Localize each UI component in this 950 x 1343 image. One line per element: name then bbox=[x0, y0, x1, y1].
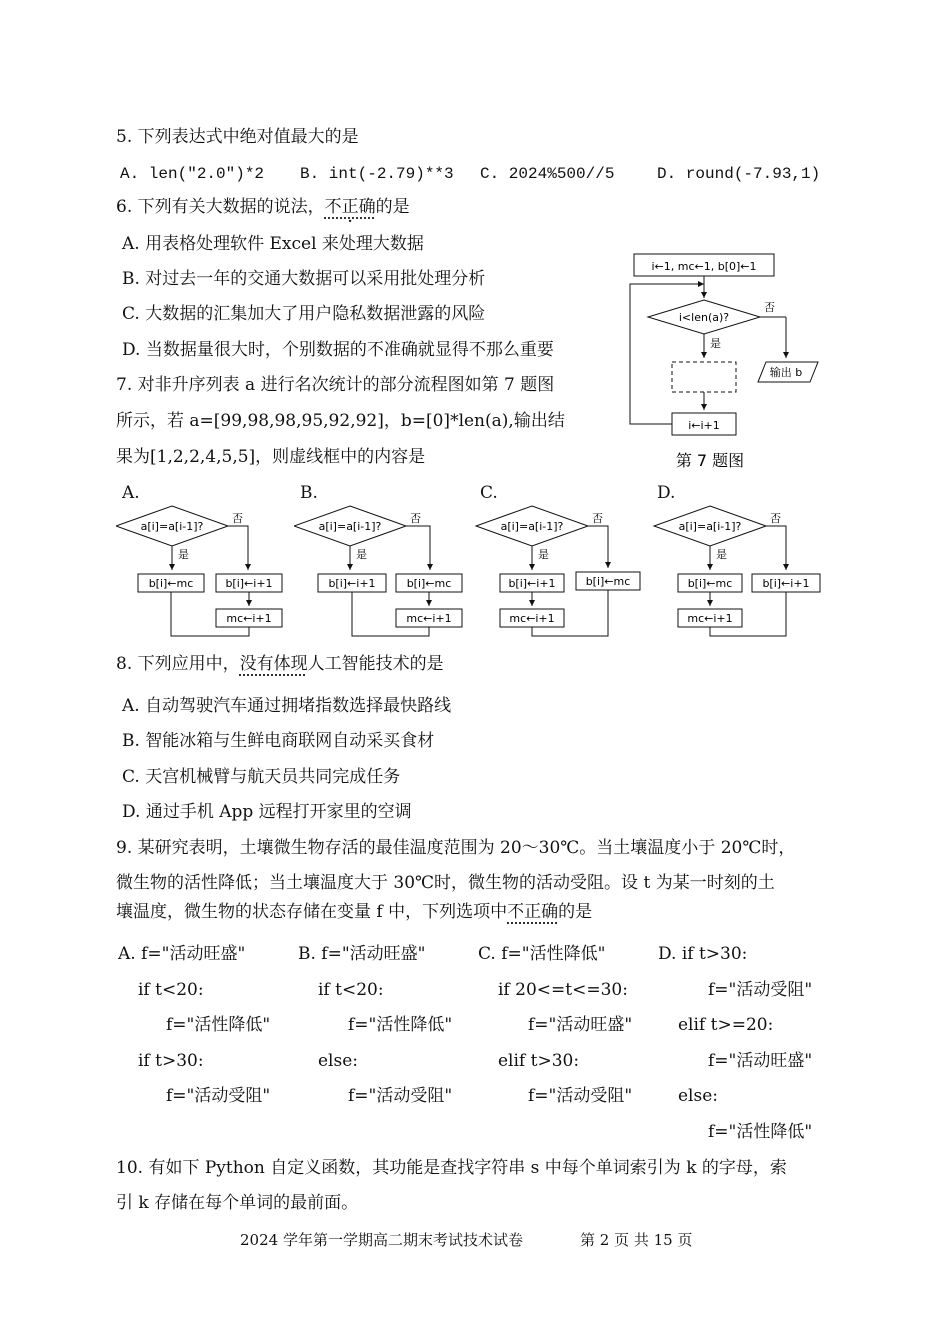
increment-text: i←i+1 bbox=[688, 419, 720, 432]
q5-option-d: D. round(-7.93,1) bbox=[657, 165, 821, 183]
yes-label: 是 bbox=[538, 548, 549, 561]
q9-d-line-2: f="活动受阻" bbox=[708, 980, 813, 1000]
q8-stem-pre: 8. 下列应用中， bbox=[116, 654, 240, 674]
q9-b-line-5: f="活动受阻" bbox=[348, 1086, 453, 1106]
q7-line-1: 7. 对非升序列表 a 进行名次统计的部分流程图如第 7 题图 bbox=[116, 375, 555, 395]
no-label: 否 bbox=[764, 301, 775, 314]
q8-stem-post: 人工智能技术的是 bbox=[307, 654, 444, 674]
q5-option-c: C. 2024%500//5 bbox=[480, 165, 615, 183]
yes-label: 是 bbox=[716, 548, 727, 561]
init-text: i←1, mc←1, b[0]←1 bbox=[651, 260, 757, 273]
q9-line-2: 微生物的活性降低；当土壤温度大于 30℃时，微生物的活动受阻。设 t 为某一时刻的土 bbox=[116, 873, 775, 893]
extra-box-text: mc←i+1 bbox=[226, 612, 272, 625]
q9-line-3-post: 的是 bbox=[558, 902, 593, 922]
q7-choice-c-label: C. bbox=[480, 483, 498, 503]
q8-option-a: A. 自动驾驶汽车通过拥堵指数选择最快路线 bbox=[122, 696, 452, 716]
right-box-text: b[i]←i+1 bbox=[762, 577, 810, 590]
q9-a-line-1: A. f="活动旺盛" bbox=[118, 944, 246, 964]
q9-line-1: 9. 某研究表明，土壤微生物存活的最佳温度范围为 20～30℃。当土壤温度小于 20℃时， bbox=[116, 838, 796, 858]
q9-line-3-pre: 壤温度，微生物的状态存储在变量 f 中，下列选项中 bbox=[116, 902, 508, 922]
q7-line-2: 所示，若 a=[99,98,98,95,92,92]，b=[0]*len(a),输出结 bbox=[116, 411, 565, 431]
q7-main-flowchart bbox=[620, 248, 830, 476]
q6-option-c: C. 大数据的汇集加大了用户隐私数据泄露的风险 bbox=[122, 304, 486, 324]
q7-line-3: 果为[1,2,2,4,5,5]，则虚线框中的内容是 bbox=[116, 447, 426, 467]
q9-d-line-3: elif t>=20: bbox=[678, 1015, 774, 1035]
q7-choice-d-diagram bbox=[652, 504, 832, 644]
right-box-text: b[i]←mc bbox=[585, 575, 631, 588]
q7-choice-b-label: B. bbox=[300, 483, 318, 503]
q8-option-b: B. 智能冰箱与生鲜电商联网自动采买食材 bbox=[122, 731, 435, 751]
left-box-text: b[i]←i+1 bbox=[328, 577, 376, 590]
q8-option-c: C. 天宫机械臂与航天员共同完成任务 bbox=[122, 767, 401, 787]
q9-b-line-4: else: bbox=[318, 1051, 359, 1071]
q6-stem-pre: 6. 下列有关大数据的说法， bbox=[116, 197, 325, 217]
q7-choice-b-diagram bbox=[294, 504, 474, 644]
q9-a-line-2: if t<20: bbox=[138, 980, 204, 1000]
right-box-text: b[i]←i+1 bbox=[225, 577, 273, 590]
q6-option-d: D. 当数据量很大时，个别数据的不准确就显得不那么重要 bbox=[122, 340, 554, 360]
cond-text: a[i]=a[i-1]? bbox=[678, 520, 742, 533]
footer-page-number: 第 2 页 共 15 页 bbox=[580, 1231, 693, 1249]
no-label: 否 bbox=[410, 512, 421, 525]
q5-option-b: B. int(-2.79)**3 bbox=[300, 165, 454, 183]
q9-c-line-4: elif t>30: bbox=[498, 1051, 580, 1071]
footer-title: 2024 学年第一学期高二期末考试技术试卷 bbox=[240, 1231, 523, 1249]
q7-choice-c-diagram bbox=[474, 504, 654, 644]
dashed-blank-box bbox=[672, 362, 736, 392]
q8-option-d: D. 通过手机 App 远程打开家里的空调 bbox=[122, 802, 412, 822]
q9-a-line-3: f="活性降低" bbox=[166, 1015, 271, 1035]
extra-box-text: mc←i+1 bbox=[687, 612, 733, 625]
q9-c-line-1: C. f="活性降低" bbox=[478, 944, 606, 964]
yes-label: 是 bbox=[710, 337, 721, 350]
q9-b-line-2: if t<20: bbox=[318, 980, 384, 1000]
left-box-text: b[i]←i+1 bbox=[508, 577, 556, 590]
q9-c-line-5: f="活动受阻" bbox=[528, 1086, 633, 1106]
q6-stem-post: 的是 bbox=[375, 197, 410, 217]
output-text: 输出 b bbox=[769, 366, 803, 379]
figure-caption: 第 7 题图 bbox=[675, 451, 745, 470]
left-box-text: b[i]←mc bbox=[687, 577, 733, 590]
right-box-text: b[i]←mc bbox=[406, 577, 452, 590]
q9-line-3-emphasis: 不正确 bbox=[507, 902, 559, 922]
q9-c-line-3: f="活动旺盛" bbox=[528, 1015, 633, 1035]
cond-text: a[i]=a[i-1]? bbox=[318, 520, 382, 533]
q9-a-line-4: if t>30: bbox=[138, 1051, 204, 1071]
left-box-text: b[i]←mc bbox=[148, 577, 194, 590]
extra-box-text: mc←i+1 bbox=[509, 612, 555, 625]
extra-box-text: mc←i+1 bbox=[406, 612, 452, 625]
cond-text: a[i]=a[i-1]? bbox=[140, 520, 204, 533]
q6-stem-emphasis: 不正确 bbox=[324, 197, 376, 217]
no-label: 否 bbox=[232, 512, 243, 525]
q9-d-line-5: else: bbox=[678, 1086, 719, 1106]
q8-stem-emphasis: 没有体现 bbox=[239, 654, 308, 674]
no-label: 否 bbox=[770, 512, 781, 525]
yes-label: 是 bbox=[356, 548, 367, 561]
q9-b-line-3: f="活性降低" bbox=[348, 1015, 453, 1035]
q9-d-line-4: f="活动旺盛" bbox=[708, 1051, 813, 1071]
q5-option-a: A. len("2.0")*2 bbox=[120, 165, 265, 183]
q6-option-b: B. 对过去一年的交通大数据可以采用批处理分析 bbox=[122, 269, 486, 289]
yes-label: 是 bbox=[178, 548, 189, 561]
q9-c-line-2: if 20<=t<=30: bbox=[498, 980, 628, 1000]
q9-d-line-1: D. if t>30: bbox=[658, 944, 748, 964]
q9-b-line-1: B. f="活动旺盛" bbox=[298, 944, 426, 964]
q9-line-3 bbox=[116, 901, 592, 923]
no-label: 否 bbox=[592, 512, 603, 525]
q6-stem bbox=[116, 196, 410, 218]
q8-stem bbox=[116, 653, 444, 675]
q6-option-a: A. 用表格处理软件 Excel 来处理大数据 bbox=[122, 234, 424, 254]
q10-line-2: 引 k 存储在每个单词的最前面。 bbox=[116, 1193, 359, 1213]
loop-condition-text: i<len(a)? bbox=[678, 311, 730, 324]
q9-a-line-5: f="活动受阻" bbox=[166, 1086, 271, 1106]
q10-line-1: 10. 有如下 Python 自定义函数，其功能是查找字符串 s 中每个单词索引为 k 的字母，索 bbox=[116, 1158, 787, 1178]
q7-choice-a-label: A. bbox=[122, 483, 140, 503]
q7-choice-d-label: D. bbox=[657, 483, 676, 503]
q5-stem: 5. 下列表达式中绝对值最大的是 bbox=[116, 127, 359, 147]
q7-choice-a-diagram bbox=[116, 504, 296, 644]
cond-text: a[i]=a[i-1]? bbox=[500, 520, 564, 533]
q9-d-line-6: f="活性降低" bbox=[708, 1122, 813, 1142]
